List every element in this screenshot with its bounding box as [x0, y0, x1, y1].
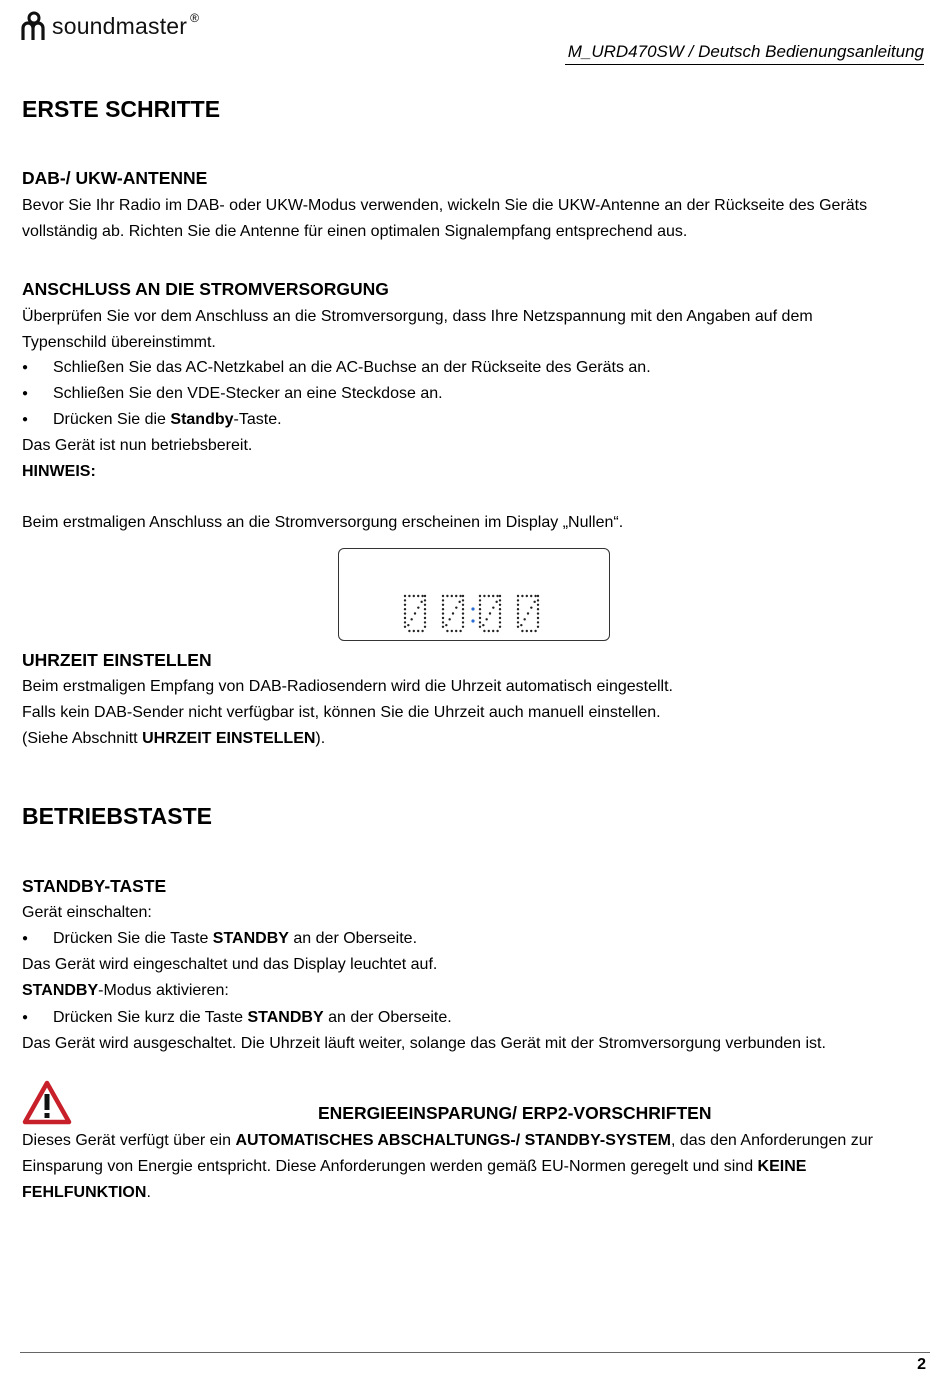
energy-text-line-2: Einsparung von Energie entspricht. Diese Anforderungen werden gemäß EU-Normen geregelt und sind KEINE: [22, 1158, 807, 1175]
bullet-text: Drücken Sie kurz die Taste STANDBY an der Oberseite.: [53, 1009, 452, 1026]
time-text-line-3: (Siehe Abschnitt UHRZEIT EINSTELLEN).: [22, 730, 326, 747]
bullet-dot: ●: [22, 362, 29, 373]
page-number: 2: [917, 1356, 926, 1373]
brand-logo: [20, 8, 199, 44]
bullet-text: Schließen Sie den VDE-Stecker an eine Steckdose an.: [53, 385, 443, 402]
section-title-betriebstaste: BETRIEBSTASTE: [22, 803, 212, 829]
bullet-text: Drücken Sie die Taste STANDBY an der Oberseite.: [53, 930, 418, 947]
registered-mark: ®: [190, 11, 200, 25]
power-text-line-2: Typenschild übereinstimmt.: [22, 334, 216, 351]
warning-triangle-icon: [22, 1080, 72, 1126]
display-colon: [471, 607, 474, 622]
energy-text-line-3: FEHLFUNKTION.: [22, 1184, 151, 1201]
display-digit: [517, 595, 539, 632]
antenna-text-line-2: vollständig ab. Richten Sie die Antenne für einen optimalen Signalempfang entsprechend aus.: [22, 223, 688, 240]
heading-time: UHRZEIT EINSTELLEN: [22, 650, 212, 670]
clock-display-illustration: [338, 548, 610, 641]
standby-on-result: Das Gerät wird eingeschaltet und das Display leuchtet auf.: [22, 956, 438, 973]
display-digits: [339, 549, 609, 640]
bullet-text: Drücken Sie die Standby-Taste.: [53, 411, 282, 428]
footer-divider: [20, 1352, 930, 1353]
standby-on-label: Gerät einschalten:: [22, 904, 152, 921]
antenna-text-line-1: Bevor Sie Ihr Radio im DAB- oder UKW-Modus verwenden, wickeln Sie die UKW-Antenne an der Rückseite des Geräts: [22, 197, 868, 214]
bullet-dot: ●: [22, 414, 29, 425]
display-digit: [442, 595, 464, 632]
section-title-erste-schritte: ERSTE SCHRITTE: [22, 96, 221, 122]
bullet-dot: ●: [22, 388, 29, 399]
standby-mode-label: STANDBY-Modus aktivieren:: [22, 982, 229, 999]
soundmaster-logo-icon: [20, 10, 48, 42]
power-text-line-1: Überprüfen Sie vor dem Anschluss an die Stromversorgung, dass Ihre Netzspannung mit den Angaben auf dem: [22, 308, 813, 325]
standby-off-result: Das Gerät wird ausgeschaltet. Die Uhrzeit läuft weiter, solange das Gerät mit der Stromversorgung verbunden ist.: [22, 1035, 826, 1052]
time-text-line-2: Falls kein DAB-Sender nicht verfügbar ist, können Sie die Uhrzeit auch manuell einstellen.: [22, 704, 661, 721]
heading-energy: ENERGIEEINSPARUNG/ ERP2-VORSCHRIFTEN: [318, 1103, 712, 1123]
note-text: Beim erstmaligen Anschluss an die Stromversorgung erscheinen im Display „Nullen“.: [22, 514, 624, 531]
standby-emphasis: Standby: [170, 411, 234, 428]
energy-text-line-1: Dieses Gerät verfügt über ein AUTOMATISCHES ABSCHALTUNGS-/ STANDBY-SYSTEM, das den Anforderungen zur: [22, 1132, 873, 1149]
heading-antenna: DAB-/ UKW-ANTENNE: [22, 168, 208, 188]
note-label: HINWEIS:: [22, 463, 96, 480]
bullet-dot: ●: [22, 1012, 29, 1023]
document-title: M_URD470SW / Deutsch Bedienungsanleitung: [565, 42, 924, 65]
heading-power: ANSCHLUSS AN DIE STROMVERSORGUNG: [22, 279, 389, 299]
bullet-text: Schließen Sie das AC-Netzkabel an die AC-Buchse an der Rückseite des Geräts an.: [53, 359, 651, 376]
ready-text: Das Gerät ist nun betriebsbereit.: [22, 437, 253, 454]
display-digit: [479, 595, 501, 632]
display-digit: [404, 595, 426, 632]
time-text-line-1: Beim erstmaligen Empfang von DAB-Radiosendern wird die Uhrzeit automatisch eingestellt.: [22, 678, 673, 695]
brand-name: soundmaster: [52, 12, 188, 39]
bullet-dot: ●: [22, 933, 29, 944]
heading-standby: STANDBY-TASTE: [22, 876, 167, 896]
